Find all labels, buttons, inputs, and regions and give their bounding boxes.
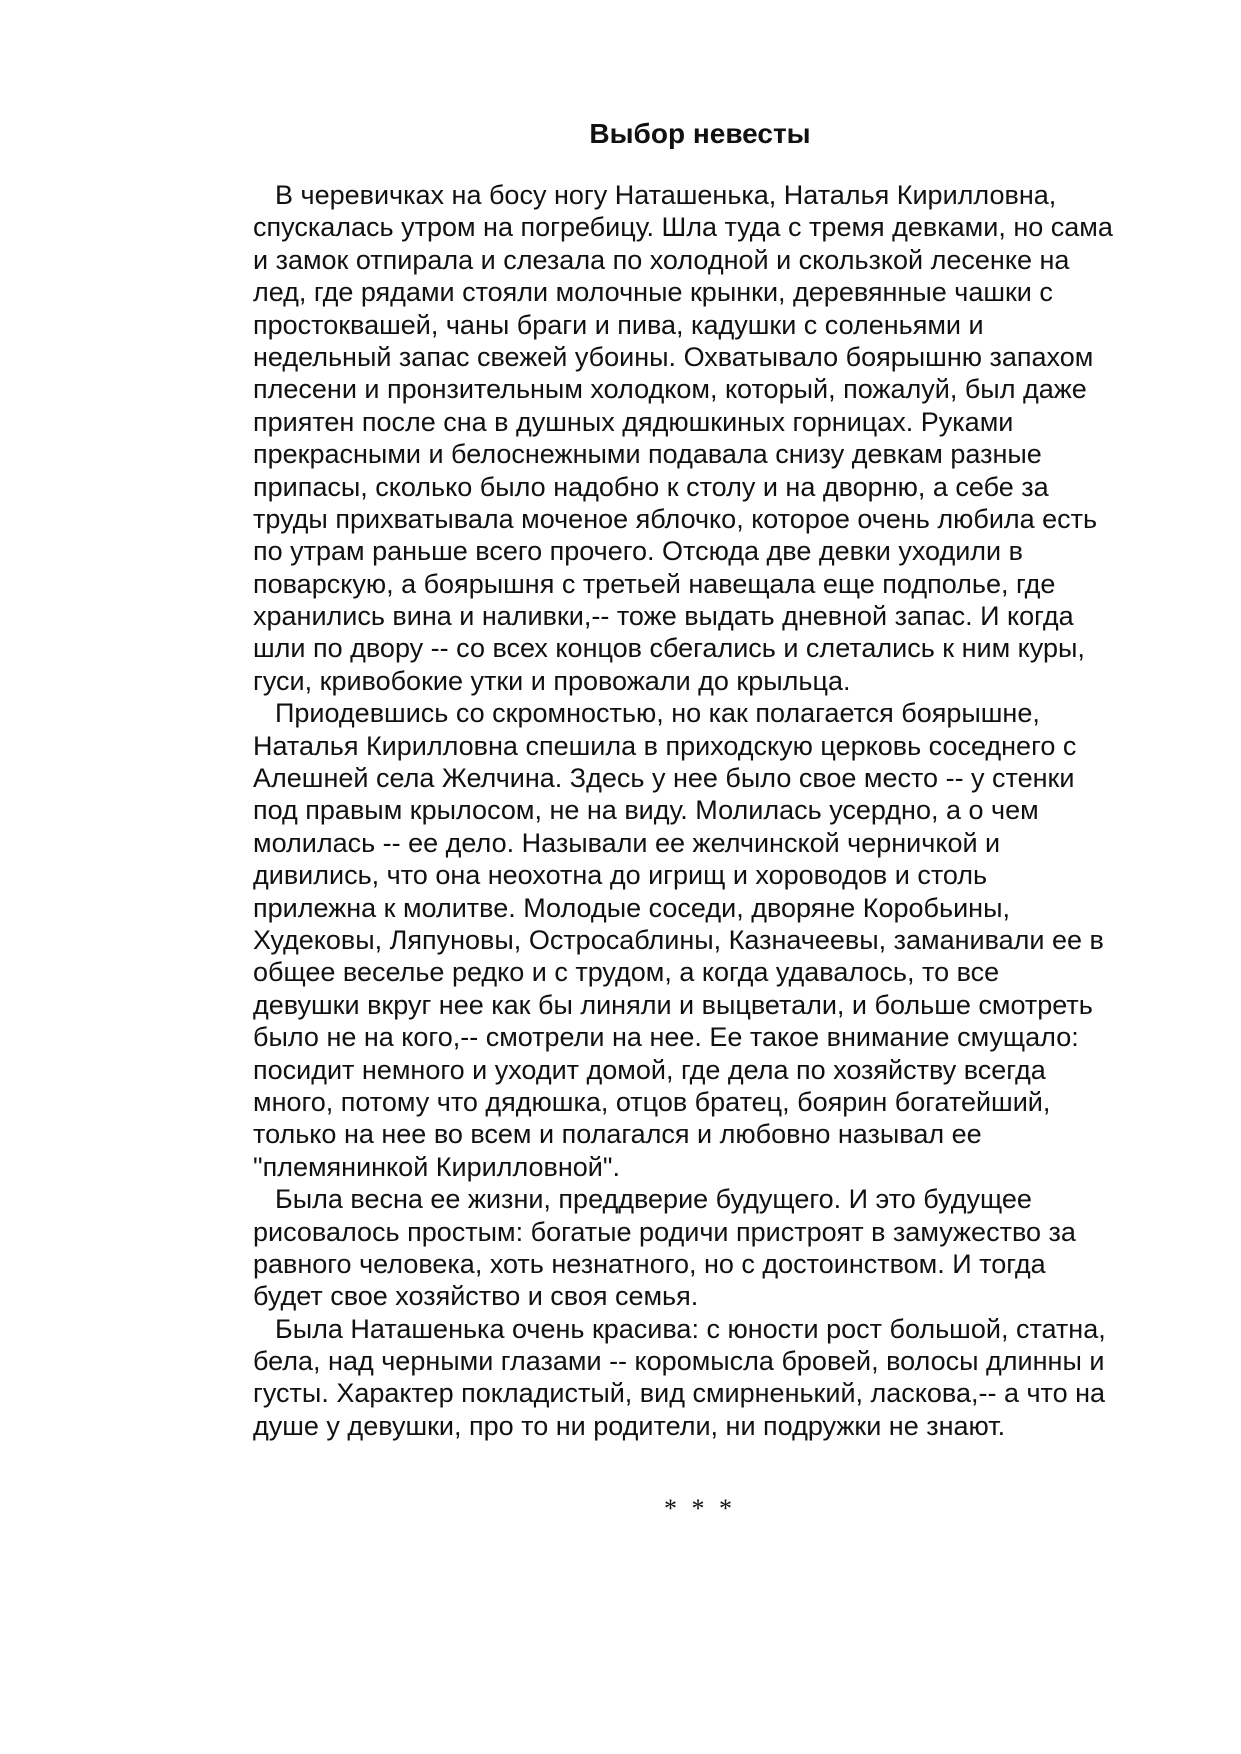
text-line: молилась -- ее дело. Называли ее желчинской черничкой и — [253, 827, 1001, 858]
text-line: равного человека, хоть незнатного, но с достоинством. И тогда — [253, 1248, 1046, 1279]
text-line: бела, над черными глазами -- коромысла бровей, волосы длинны и — [253, 1346, 1105, 1377]
text-line: прекрасными и белоснежными подавала снизу девкам разные — [253, 439, 1042, 470]
text-line: Худековы, Ляпуновы, Остросаблины, Казначеевы, заманивали ее в — [253, 924, 1104, 955]
text-line: плесени и пронзительным холодком, который, пожалуй, был даже — [253, 374, 1087, 405]
text-line: по утрам раньше всего прочего. Отсюда две девки уходили в — [253, 536, 1023, 567]
text-line: "племянинкой Кирилловной". — [253, 1151, 620, 1182]
section-separator: * * * — [664, 1494, 736, 1523]
text-line: В черевичках на босу ногу Наташенька, Наталья Кирилловна, — [275, 180, 1057, 210]
text-line: поварскую, а боярышня с третьей навещала еще подполье, где — [253, 568, 1056, 599]
text-line: гуси, кривобокие утки и провожали до крыльца. — [253, 665, 851, 696]
text-line: спускалась утром на погребицу. Шла туда с тремя девками, но сама — [253, 212, 1113, 243]
text-line: и замок отпирала и слезала по холодной и скользкой лесенке на — [253, 244, 1070, 275]
text-line: прилежна к молитве. Молодые соседи, дворяне Коробьины, — [253, 892, 1010, 923]
text-line: недельный запас свежей убоины. Охватывало боярышню запахом — [253, 341, 1094, 372]
text-line: шли по двору -- со всех концов сбегались и слетались к ним куры, — [253, 633, 1085, 664]
text-line: Была Наташенька очень красива: с юности рост большой, статна, — [275, 1313, 1106, 1344]
text-line: будет свое хозяйство и своя семья. — [253, 1281, 699, 1312]
text-line: рисовалось простым: богатые родичи пристроят в замужество за — [253, 1216, 1076, 1247]
body-text — [253, 179, 1153, 1442]
text-line: Наталья Кирилловна спешила в приходскую церковь соседнего с — [253, 730, 1077, 761]
text-line: труды прихватывала моченое яблочко, которое очень любила есть — [253, 503, 1098, 534]
page-title: Выбор невесты — [589, 118, 811, 149]
text-line: много, потому что дядюшка, отцов братец, боярин богатейший, — [253, 1086, 1051, 1117]
text-line: дивились, что она неохотна до игрищ и хороводов и столь — [253, 860, 988, 891]
text-line: общее веселье редко и с трудом, а когда удавалось, то все — [253, 957, 1000, 988]
text-line: Приодевшись со скромностью, но как полагается боярышне, — [275, 698, 1040, 729]
text-line: припасы, сколько было надобно к столу и на дворню, а себе за — [253, 471, 1049, 502]
text-line: густы. Характер покладистый, вид смирненький, ласкова,-- а что на — [253, 1378, 1106, 1409]
text-line: было не на кого,-- смотрели на нее. Ее такое внимание смущало: — [253, 1022, 1079, 1053]
text-line: Алешней села Желчина. Здесь у нее было свое место -- у стенки — [253, 763, 1075, 794]
text-line: простоквашей, чаны браги и пива, кадушки с соленьями и — [253, 309, 984, 340]
text-line: девушки вкруг нее как бы линяли и выцветали, и больше смотреть — [253, 989, 1093, 1020]
text-line: под правым крылосом, не на виду. Молилась усердно, а о чем — [253, 795, 1039, 826]
text-line: Была весна ее жизни, преддверие будущего. И это будущее — [275, 1184, 1032, 1215]
text-line: посидит немного и уходит домой, где дела по хозяйству всегда — [253, 1054, 1046, 1085]
text-line: лед, где рядами стояли молочные крынки, деревянные чашки с — [253, 277, 1053, 308]
text-line: только на нее во всем и полагался и любовно называл ее — [253, 1119, 982, 1150]
text-line: приятен после сна в душных дядюшкиных горницах. Руками — [253, 406, 1014, 437]
text-line: душе у девушки, про то ни родители, ни подружки не знают. — [253, 1410, 1006, 1441]
text-line: хранились вина и наливки,-- тоже выдать дневной запас. И когда — [253, 601, 1074, 632]
